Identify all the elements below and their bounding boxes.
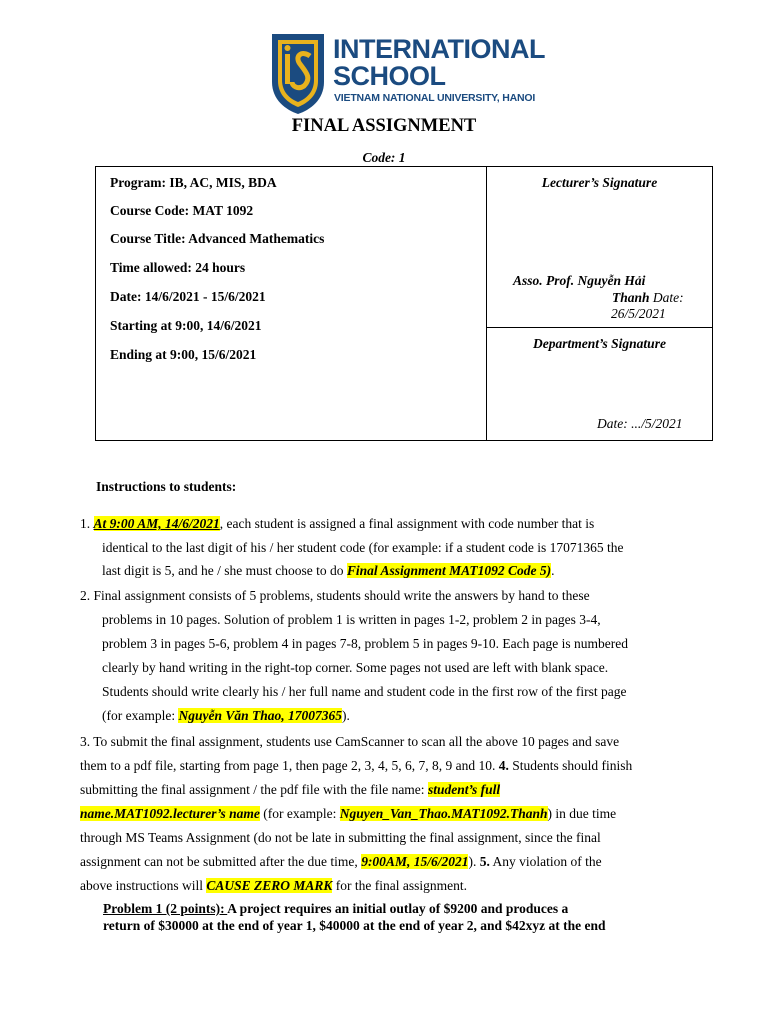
item-number: 4. (498, 758, 509, 773)
course-info-cell (96, 167, 487, 440)
problem-1-line2: return of $30000 at the end of year 1, $40000 at the end of year 2, and $42xyz at the end (103, 918, 606, 933)
lecturer-signature-cell (487, 167, 712, 328)
date-line: Date: 14/6/2021 - 15/6/2021 (110, 289, 266, 304)
text-run: ) in due time (547, 806, 617, 821)
logo-text-university: VIETNAM NATIONAL UNIVERSITY, HANOI (334, 92, 536, 104)
logo-text-school: SCHOOL (333, 61, 446, 91)
school-logo (270, 32, 550, 116)
document-title: FINAL ASSIGNMENT (291, 116, 477, 136)
instruction-3-line2 (80, 754, 632, 777)
text-run: (for example: (259, 806, 340, 821)
instruction-3-line5: through MS Teams Assignment (do not be late in submitting the final assignment, since the final (80, 830, 601, 845)
highlight-filename-example: Nguyen_Van_Thao.MAT1092.Thanh (339, 806, 548, 821)
problem-1-line1 (103, 900, 713, 918)
highlight-filename-part1: student’s full (427, 782, 501, 797)
highlight-due-time: 9:00AM, 15/6/2021 (361, 854, 469, 869)
item-number: 5. (479, 854, 490, 869)
item-number: 1. (80, 516, 94, 531)
instruction-3-line3 (80, 778, 500, 801)
department-signature-cell (487, 328, 712, 440)
lecturer-signature-heading: Lecturer’s Signature (541, 175, 658, 190)
instruction-2-line6 (102, 704, 350, 727)
instruction-3-line4 (80, 802, 616, 825)
instruction-3-line1: 3. To submit the final assignment, students use CamScanner to scan all the above 10 pages and save (80, 734, 620, 749)
highlight-zero-mark: CAUSE ZERO MARK (206, 878, 333, 893)
text-run: for the final assignment. (332, 878, 467, 893)
instruction-3-line7 (80, 874, 467, 897)
text-run: ). (468, 854, 480, 869)
lecturer-name-line2: Thanh (612, 290, 650, 305)
highlight-start-time: At 9:00 AM, 14/6/2021 (93, 516, 220, 531)
course-title-line: Course Title: Advanced Mathematics (110, 231, 325, 246)
lecturer-date: 26/5/2021 (611, 306, 666, 321)
instruction-2-line3: problem 3 in pages 5-6, problem 4 in pages 7-8, problem 5 in pages 9-10. Each page is numbered (102, 636, 628, 651)
department-signature-heading: Department’s Signature (533, 336, 666, 351)
department-date: Date: .../5/2021 (597, 416, 683, 431)
text-run: (for example: (102, 708, 179, 723)
course-code-line: Course Code: MAT 1092 (110, 203, 254, 218)
lecturer-date-label: Date: (649, 290, 684, 305)
instruction-2-line2: problems in 10 pages. Solution of problem 1 is written in pages 1-2, problem 2 in pages 3-4, (102, 612, 601, 627)
text-run: Any violation of the (489, 854, 602, 869)
instruction-3-line6 (80, 850, 602, 873)
instruction-2-line1: 2. Final assignment consists of 5 problems, students should write the answers by hand to these (80, 588, 590, 603)
assignment-code: Code: 1 (362, 150, 406, 165)
instruction-1-line3 (102, 559, 555, 582)
instruction-2-line5: Students should write clearly his / her full name and student code in the first row of the first page (102, 684, 627, 699)
highlight-filename-part2: name.MAT1092.lecturer’s name (80, 806, 260, 821)
ending-line: Ending at 9:00, 15/6/2021 (110, 347, 257, 362)
text-run: ). (342, 708, 350, 723)
program-line: Program: IB, AC, MIS, BDA (110, 175, 277, 190)
instruction-1-line1 (80, 512, 594, 535)
lecturer-name-line1: Asso. Prof. Nguyễn Hải (513, 273, 646, 288)
course-info-table (95, 166, 713, 441)
text-run: . (551, 563, 555, 578)
instruction-2-line4: clearly by hand writing in the right-top corner. Some pages not used are left with blank space. (102, 660, 609, 675)
text-run: assignment can not be submitted after the due time, (80, 854, 362, 869)
lecturer-name-date-line (612, 290, 684, 306)
problem-1-label: Problem 1 (2 points): (103, 901, 228, 916)
instructions-heading: Instructions to students: (96, 479, 237, 494)
text-run: , each student is assigned a final assignment with code number that is (219, 516, 595, 531)
instruction-1-line2: identical to the last digit of his / her student code (for example: if a student code is 17071365 the (102, 540, 624, 555)
shield-icon (270, 32, 326, 116)
logo-text-international: INTERNATIONAL (333, 34, 545, 64)
highlight-code-example: Final Assignment MAT1092 Code 5) (346, 563, 552, 578)
starting-line: Starting at 9:00, 14/6/2021 (110, 318, 262, 333)
time-allowed-line: Time allowed: 24 hours (110, 260, 246, 275)
highlight-name-example: Nguyễn Văn Thao, 17007365 (178, 708, 342, 723)
problem-1-text: A project requires an initial outlay of $9200 and produces a (227, 901, 569, 916)
text-run: submitting the final assignment / the pdf file with the file name: (80, 782, 428, 797)
text-run: them to a pdf file, starting from page 1, then page 2, 3, 4, 5, 6, 7, 8, 9 and 10. (80, 758, 499, 773)
text-run: above instructions will (80, 878, 207, 893)
text-run: last digit is 5, and he / she must choose to do (102, 563, 347, 578)
text-run: Students should finish (508, 758, 633, 773)
